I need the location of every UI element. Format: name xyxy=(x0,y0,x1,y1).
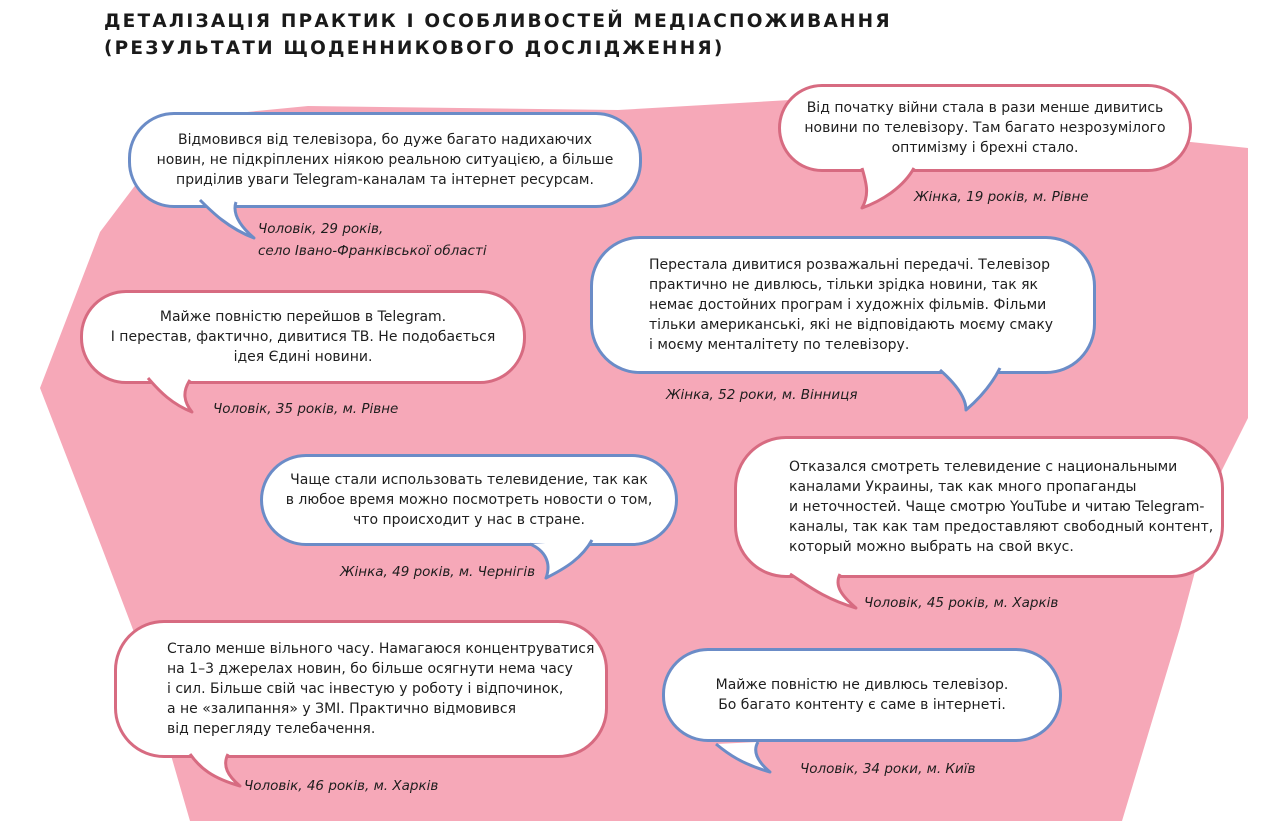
author-line: Чоловік, 45 років, м. Харків xyxy=(864,595,1059,611)
quote-line: Чаще стали использовать телевидение, так как xyxy=(290,472,648,488)
quote-line: приділив уваги Telegram-каналам та інтернет ресурсам. xyxy=(176,172,594,188)
author-line: Жінка, 19 років, м. Рівне xyxy=(914,189,1089,205)
quote-line: Відмовився від телевізора, бо дуже багато надихаючих xyxy=(177,132,592,148)
author-line: Жінка, 49 років, м. Чернігів xyxy=(340,564,536,580)
quote-line: і сил. Більше свій час інвестую у роботу і відпочинок, xyxy=(167,681,564,697)
quote-line: в любое время можно посмотреть новости о том, xyxy=(285,492,653,508)
author-line: Жінка, 52 роки, м. Вінниця xyxy=(666,387,858,403)
quote-line: Майже повністю не дивлюсь телевізор. xyxy=(715,677,1009,693)
quote-line: І перестав, фактично, дивитися ТВ. Не подобається xyxy=(110,329,496,345)
author-line: село Івано-Франківської області xyxy=(258,243,487,259)
quote-line: ідея Єдині новини. xyxy=(233,349,373,365)
quote-line: новин, не підкріплених ніякою реальною ситуацією, а більше xyxy=(156,152,614,168)
quote-author xyxy=(244,775,438,797)
title-line-2: (РЕЗУЛЬТАТИ ЩОДЕННИКОВОГО ДОСЛІДЖЕННЯ) xyxy=(104,38,725,59)
quote-line: Від початку війни стала в рази менше дивитись xyxy=(806,100,1164,116)
author-line: Чоловік, 46 років, м. Харків xyxy=(244,778,439,794)
quote-author xyxy=(800,758,976,780)
title-line-1: ДЕТАЛІЗАЦІЯ ПРАКТИК І ОСОБЛИВОСТЕЙ МЕДІАСПОЖИВАННЯ xyxy=(104,11,892,32)
quote-line: немає достойних програм і художніх фільмів. Фільми xyxy=(649,297,1047,313)
quote-line: від перегляду телебачення. xyxy=(167,721,376,737)
quote-author xyxy=(914,186,1089,208)
quote-line: новини по телевізору. Там багато незрозумілого xyxy=(804,120,1166,136)
quote-line: на 1–3 джерелах новин, бо більше осягнути нема часу xyxy=(167,661,573,677)
quote-author xyxy=(258,218,487,262)
quote-line: і моєму менталітету по телевізору. xyxy=(649,337,910,353)
quote-line: и неточностей. Чаще смотрю YouTube и читаю Telegram- xyxy=(789,499,1205,515)
quote-line: Отказался смотреть телевидение с национальными xyxy=(789,459,1178,475)
quote-line: который можно выбрать на свой вкус. xyxy=(789,539,1074,555)
quote-line: каналами Украины, так как много пропаганды xyxy=(789,479,1137,495)
quote-author xyxy=(213,398,398,420)
quote-author xyxy=(864,592,1058,614)
quote-line: практично не дивлюсь, тільки зрідка новини, так як xyxy=(649,277,1038,293)
author-line: Чоловік, 29 років, xyxy=(258,221,384,237)
quote-line: Бо багато контенту є саме в інтернеті. xyxy=(718,697,1006,713)
quote-line: Перестала дивитися розважальні передачі. Телевізор xyxy=(649,257,1050,273)
quote-line: а не «залипання» у ЗМІ. Практично відмовився xyxy=(167,701,516,717)
quote-line: Стало менше вільного часу. Намагаюся концентруватися xyxy=(167,641,595,657)
author-line: Чоловік, 35 років, м. Рівне xyxy=(213,401,399,417)
author-line: Чоловік, 34 роки, м. Київ xyxy=(800,761,976,777)
quote-line: оптимізму і брехні стало. xyxy=(891,140,1079,156)
quote-line: тільки американські, які не відповідають моєму смаку xyxy=(649,317,1054,333)
quote-line: что происходит у нас в стране. xyxy=(353,512,585,528)
quote-author xyxy=(340,561,535,583)
quote-line: каналы, так как там предоставляют свободный контент, xyxy=(789,519,1214,535)
quote-author xyxy=(666,384,857,406)
quote-line: Майже повністю перейшов в Telegram. xyxy=(159,309,447,325)
